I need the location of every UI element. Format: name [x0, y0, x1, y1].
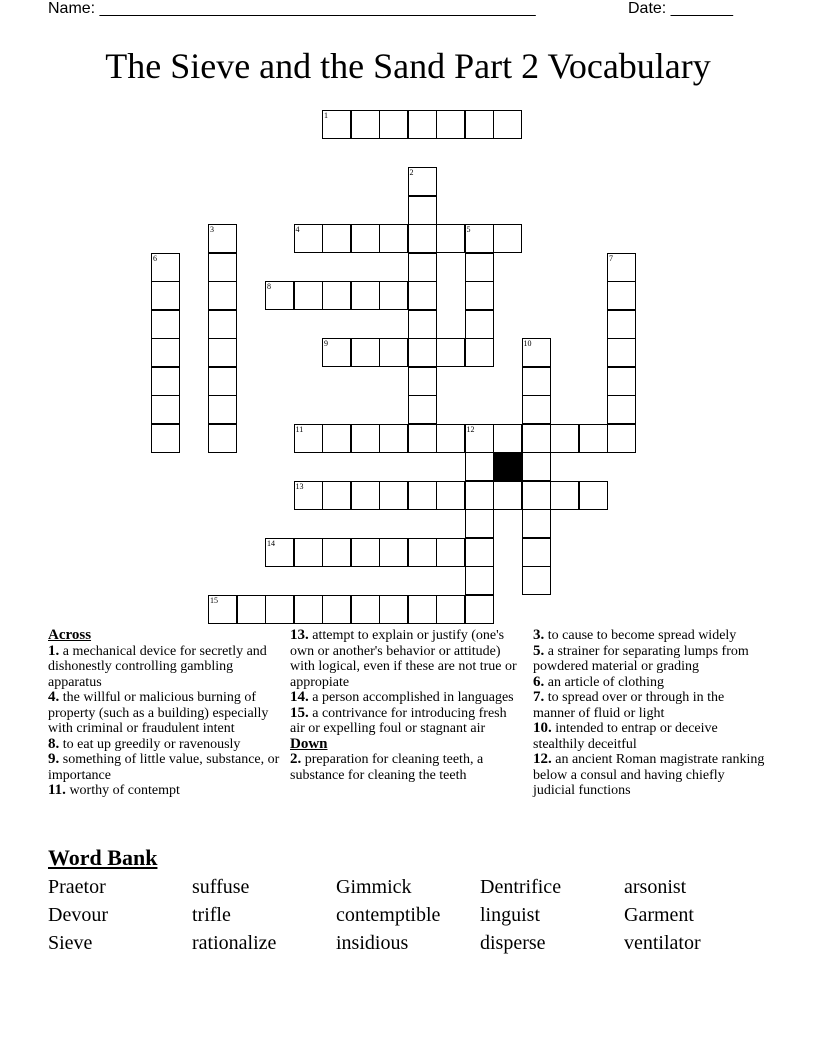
word-bank-word: trifle [192, 904, 231, 926]
cell-number: 3 [210, 225, 214, 234]
crossword-cell[interactable] [208, 424, 237, 453]
clue-text: a contrivance for introducing fresh air or expelling foul or stagnant air [290, 705, 507, 736]
crossword-cell[interactable] [294, 481, 323, 510]
crossword-cell[interactable] [465, 253, 494, 282]
clue-text: a mechanical device for secretly and dishonestly controlling gambling apparatus [48, 643, 267, 690]
crossword-cell[interactable] [607, 395, 636, 424]
date-field: Date: _______ [628, 0, 733, 17]
crossword-cell[interactable] [408, 595, 437, 624]
crossword-cell[interactable] [408, 481, 437, 510]
clue-text: to spread over or through in the manner of fluid or light [533, 690, 725, 721]
word-bank-word: Dentrifice [480, 876, 562, 898]
clue-text: the willful or malicious burning of property (such as a building) especially with criminal or fraudulent intent [48, 690, 269, 736]
cell-number: 13 [295, 481, 304, 491]
crossword-black-square [493, 452, 522, 481]
crossword-cell[interactable] [208, 367, 237, 396]
clue-down-2 [290, 752, 522, 783]
crossword-cell[interactable] [436, 110, 465, 139]
crossword-cell[interactable] [322, 595, 351, 624]
crossword-cell[interactable] [465, 281, 494, 310]
crossword-cell[interactable] [607, 281, 636, 310]
clues-column-2 [290, 628, 522, 783]
clue-across-13 [290, 628, 522, 690]
crossword-cell[interactable] [208, 310, 237, 339]
crossword-cell[interactable] [493, 481, 522, 510]
cell-number: 10 [523, 339, 532, 348]
clue-text: something of little value, substance, or importance [48, 752, 280, 783]
clue-number: 1. [48, 642, 60, 659]
clue-number: 12. [533, 751, 552, 767]
cell-number: 2 [409, 168, 414, 177]
crossword-cell[interactable] [379, 338, 408, 367]
crossword-cell[interactable] [522, 395, 551, 424]
clue-across-14 [290, 690, 522, 706]
clue-number: 15. [290, 704, 309, 721]
clue-text: a person accomplished in languages [312, 690, 514, 705]
clue-text: to eat up greedily or ravenously [62, 736, 241, 752]
clue-text: an ancient Roman magistrate ranking below a consul and having chiefly judicial functions [533, 752, 765, 798]
cell-number: 4 [295, 225, 300, 234]
crossword-cell[interactable] [607, 338, 636, 367]
clue-number: 14. [290, 689, 309, 705]
clue-text: preparation for cleaning teeth, a substance for cleaning the teeth [290, 752, 484, 783]
crossword-cell[interactable] [151, 367, 180, 396]
clues-column-3 [533, 628, 769, 799]
crossword-cell[interactable] [436, 538, 465, 567]
clue-across-15 [290, 706, 522, 737]
crossword-cell[interactable] [379, 424, 408, 453]
crossword-cell[interactable] [408, 224, 437, 253]
clue-number: 13. [290, 627, 309, 643]
clues-column-1 [48, 628, 280, 799]
crossword-cell[interactable] [322, 281, 351, 310]
crossword-cell[interactable] [151, 424, 180, 453]
crossword-cell[interactable] [408, 110, 437, 139]
word-bank-word: disperse [480, 932, 546, 954]
crossword-cell[interactable] [351, 110, 380, 139]
crossword-cell[interactable] [208, 395, 237, 424]
clue-down-12 [533, 752, 769, 799]
crossword-cell[interactable] [493, 110, 522, 139]
crossword-cell[interactable] [322, 224, 351, 253]
clue-number: 5. [533, 642, 545, 659]
crossword-cell[interactable] [408, 310, 437, 339]
clue-number: 8. [48, 735, 60, 752]
crossword-cell[interactable] [208, 595, 237, 624]
cell-number: 12 [466, 424, 475, 434]
clue-down-7 [533, 690, 769, 721]
crossword-cell[interactable] [322, 424, 351, 453]
clue-across-1 [48, 644, 280, 691]
word-bank-word: Garment [624, 904, 694, 926]
cell-number: 9 [324, 339, 328, 348]
crossword-cell[interactable] [294, 595, 323, 624]
clue-text: an article of clothing [547, 674, 664, 690]
word-bank-word: ventilator [624, 932, 701, 954]
cell-number: 5 [466, 225, 471, 234]
crossword-cell[interactable] [465, 452, 494, 481]
crossword-cell[interactable] [465, 110, 494, 139]
crossword-cell[interactable] [151, 310, 180, 339]
word-bank-word: Sieve [48, 932, 93, 954]
crossword-cell[interactable] [379, 110, 408, 139]
crossword-cell[interactable] [550, 424, 579, 453]
clue-across-11 [48, 783, 280, 799]
clue-number: 4. [48, 689, 60, 705]
crossword-cell[interactable] [465, 310, 494, 339]
crossword-cell[interactable] [208, 224, 237, 253]
crossword-cell[interactable] [322, 338, 351, 367]
crossword-cell[interactable] [550, 481, 579, 510]
clue-number: 11. [48, 782, 66, 798]
crossword-cell[interactable] [522, 452, 551, 481]
cell-number: 15 [210, 595, 218, 605]
crossword-cell[interactable] [522, 509, 551, 538]
word-bank-word: rationalize [192, 932, 277, 954]
crossword-cell[interactable] [408, 395, 437, 424]
crossword-cell[interactable] [436, 481, 465, 510]
crossword-cell[interactable] [579, 424, 608, 453]
crossword-cell[interactable] [151, 281, 180, 310]
crossword-cell[interactable] [465, 424, 494, 453]
crossword-cell[interactable] [522, 566, 551, 595]
cell-number: 11 [295, 424, 304, 434]
clue-across-4 [48, 690, 280, 737]
crossword-cell[interactable] [493, 424, 522, 453]
word-bank-word: contemptible [336, 904, 441, 926]
cell-number: 14 [267, 538, 275, 548]
crossword-cell[interactable] [579, 481, 608, 510]
across-heading: Across [48, 627, 92, 643]
crossword-cell[interactable] [436, 224, 465, 253]
crossword-cell[interactable] [379, 224, 408, 253]
crossword-cell[interactable] [265, 281, 294, 310]
crossword-cell[interactable] [351, 424, 380, 453]
clue-number: 7. [533, 689, 545, 705]
crossword-cell[interactable] [607, 310, 636, 339]
down-heading: Down [290, 735, 328, 752]
crossword-cell[interactable] [465, 338, 494, 367]
crossword-cell[interactable] [465, 538, 494, 567]
crossword-cell[interactable] [265, 538, 294, 567]
crossword-cell[interactable] [351, 281, 380, 310]
crossword-cell[interactable] [607, 424, 636, 453]
crossword-cell[interactable] [294, 538, 323, 567]
word-bank-title: Word Bank [48, 845, 158, 870]
crossword-cell[interactable] [436, 424, 465, 453]
word-bank-word: arsonist [624, 876, 687, 898]
clue-text: intended to entrap or deceive stealthily deceitful [533, 721, 718, 752]
crossword-cell[interactable] [237, 595, 266, 624]
crossword-cell[interactable] [151, 395, 180, 424]
crossword-cell[interactable] [522, 338, 551, 367]
clue-across-8 [48, 737, 280, 753]
crossword-cell[interactable] [151, 338, 180, 367]
cell-number: 7 [609, 253, 613, 263]
crossword-cell[interactable] [408, 167, 437, 196]
crossword-cell[interactable] [351, 338, 380, 367]
crossword-cell[interactable] [208, 253, 237, 282]
clue-down-5 [533, 644, 769, 675]
crossword-cell[interactable] [265, 595, 294, 624]
crossword-cell[interactable] [208, 338, 237, 367]
clue-number: 2. [290, 751, 302, 767]
crossword-cell[interactable] [522, 481, 551, 510]
clue-text: worthy of contempt [69, 783, 180, 798]
clue-down-6 [533, 675, 769, 691]
crossword-cell[interactable] [493, 224, 522, 253]
crossword-cell[interactable] [465, 595, 494, 624]
crossword-cell[interactable] [607, 367, 636, 396]
crossword-cell[interactable] [522, 424, 551, 453]
crossword-cell[interactable] [607, 253, 636, 282]
crossword-cell[interactable] [436, 595, 465, 624]
clue-text: to cause to become spread widely [547, 628, 737, 643]
crossword-cell[interactable] [408, 538, 437, 567]
crossword-cell[interactable] [436, 338, 465, 367]
crossword-cell[interactable] [408, 196, 437, 225]
crossword-cell[interactable] [322, 481, 351, 510]
crossword-cell[interactable] [351, 595, 380, 624]
word-bank-word: Devour [48, 904, 108, 926]
crossword-cell[interactable] [351, 481, 380, 510]
word-bank-word: Praetor [48, 876, 106, 898]
cell-number: 6 [153, 253, 157, 263]
clue-number: 3. [533, 627, 545, 643]
clue-text: attempt to explain or justify (one's own or another's behavior or attitude) with logical, even if these are not true or appropiate [290, 628, 517, 690]
crossword-cell[interactable] [322, 538, 351, 567]
word-bank-word: insidious [336, 932, 409, 954]
crossword-cell[interactable] [522, 367, 551, 396]
name-field: Name: _________________________________________________ [48, 0, 536, 17]
cell-number: 8 [267, 282, 271, 291]
crossword-cell[interactable] [351, 538, 380, 567]
cell-number: 1 [324, 111, 328, 120]
clue-down-10 [533, 721, 769, 752]
crossword-cell[interactable] [379, 595, 408, 624]
clue-number: 6. [533, 673, 545, 690]
crossword-cell[interactable] [379, 281, 408, 310]
crossword-cell[interactable] [408, 424, 437, 453]
crossword-cell[interactable] [465, 566, 494, 595]
crossword-cell[interactable] [151, 253, 180, 282]
crossword-cell[interactable] [465, 509, 494, 538]
word-bank [48, 873, 768, 957]
crossword-cell[interactable] [294, 424, 323, 453]
crossword-cell[interactable] [322, 110, 351, 139]
crossword-cell[interactable] [294, 281, 323, 310]
crossword-cell[interactable] [379, 481, 408, 510]
clue-text: a strainer for separating lumps from powdered material or grading [533, 643, 749, 674]
crossword-cell[interactable] [294, 224, 323, 253]
crossword-cell[interactable] [465, 481, 494, 510]
word-bank-word: linguist [480, 904, 541, 926]
crossword-cell[interactable] [408, 253, 437, 282]
clue-number: 9. [48, 751, 60, 767]
word-bank-word: Gimmick [336, 876, 412, 898]
crossword-cell[interactable] [408, 281, 437, 310]
page-title: The Sieve and the Sand Part 2 Vocabulary [105, 46, 711, 86]
crossword-cell[interactable] [408, 367, 437, 396]
crossword-cell[interactable] [408, 338, 437, 367]
crossword-cell[interactable] [379, 538, 408, 567]
crossword-cell[interactable] [465, 224, 494, 253]
crossword-cell[interactable] [522, 538, 551, 567]
crossword-cell[interactable] [351, 224, 380, 253]
clue-number: 10. [533, 720, 552, 736]
clue-down-3 [533, 628, 769, 644]
crossword-cell[interactable] [208, 281, 237, 310]
clue-across-9 [48, 752, 280, 783]
word-bank-word: suffuse [192, 876, 250, 898]
